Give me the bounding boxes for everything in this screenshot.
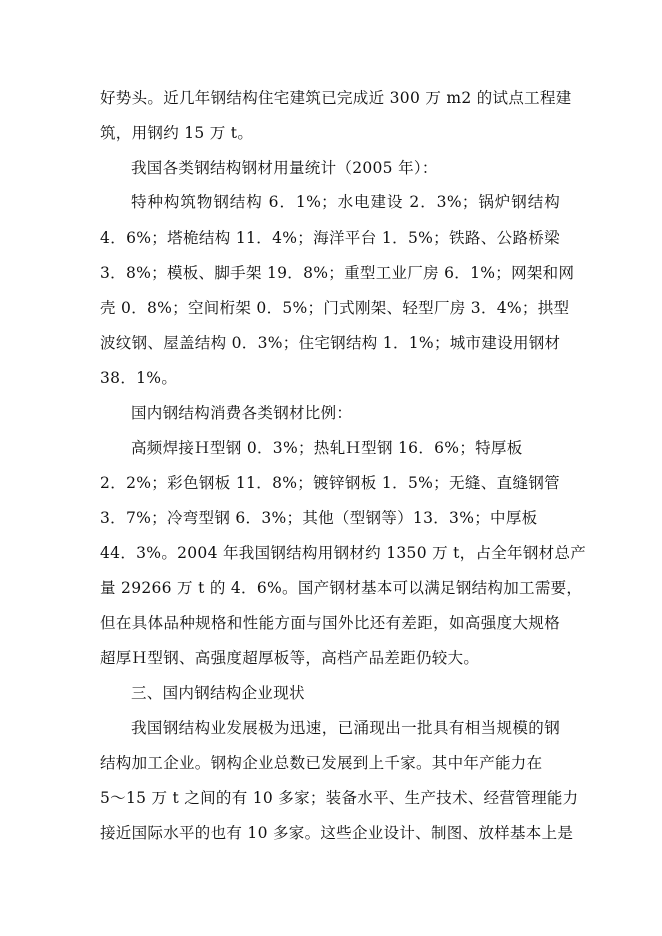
text-line-2: 筑，用钢约 15 万 t。 bbox=[100, 124, 254, 142]
section-heading-3: 三、国内钢结构企业现状 bbox=[131, 684, 305, 702]
text-line-22: 接近国际水平的也有 10 多家。这些企业设计、制图、放样基本上是 bbox=[100, 824, 574, 842]
text-line-16: 但在具体品种规格和性能方面与国外比还有差距，如高强度大规格 bbox=[100, 614, 560, 632]
text-line-9: 38．1%。 bbox=[100, 369, 178, 387]
text-line-8: 波纹钢、屋盖结构 0．3%；住宅钢结构 1．1%；城市建设用钢材 bbox=[100, 334, 561, 352]
text-line-7: 壳 0．8%；空间桁架 0．5%；门式刚架、轻型厂房 3．4%；拱型 bbox=[100, 299, 570, 317]
text-line-20: 结构加工企业。钢构企业总数已发展到上千家。其中年产能力在 bbox=[100, 754, 543, 772]
text-line-21: 5～15 万 t 之间的有 10 多家；装备水平、生产技术、经营管理能力 bbox=[100, 789, 579, 807]
text-line-14: 44．3%。2004 年我国钢结构用钢材约 1350 万 t，占全年钢材总产 bbox=[100, 544, 587, 562]
text-line-11: 高频焊接Ｈ型钢 0．3%；热轧Ｈ型钢 16．6%；特厚板 bbox=[131, 439, 523, 457]
text-line-4: 特种构筑物钢结构 6．1%；水电建设 2．3%；锅炉钢结构 bbox=[131, 193, 560, 211]
text-line-17: 超厚Ｈ型钢、高强度超厚板等，高档产品差距仍较大。 bbox=[100, 649, 480, 667]
text-line-5: 4．6%；塔桅结构 11．4%；海洋平台 1．5%；铁路、公路桥梁 bbox=[100, 229, 560, 247]
text-line-1: 好势头。近几年钢结构住宅建筑已完成近 300 万 m2 的试点工程建 bbox=[100, 89, 572, 107]
consumption-heading: 国内钢结构消费各类钢材比例： bbox=[131, 404, 353, 422]
text-line-15: 量 29266 万 t 的 4．6%。国产钢材基本可以满足钢结构加工需要， bbox=[100, 579, 583, 597]
text-line-13: 3．7%；冷弯型钢 6．3%；其他（型钢等）13．3%；中厚板 bbox=[100, 509, 538, 527]
text-line-6: 3．8%；模板、脚手架 19．8%；重型工业厂房 6．1%；网架和网 bbox=[100, 264, 575, 282]
text-line-12: 2．2%；彩色钢板 11．8%；镀锌钢板 1．5%；无缝、直缝钢管 bbox=[100, 474, 560, 492]
stats-heading-2005: 我国各类钢结构钢材用量统计（2005 年）： bbox=[131, 159, 438, 177]
text-line-19: 我国钢结构业发展极为迅速，已涌现出一批具有相当规模的钢 bbox=[131, 719, 560, 737]
